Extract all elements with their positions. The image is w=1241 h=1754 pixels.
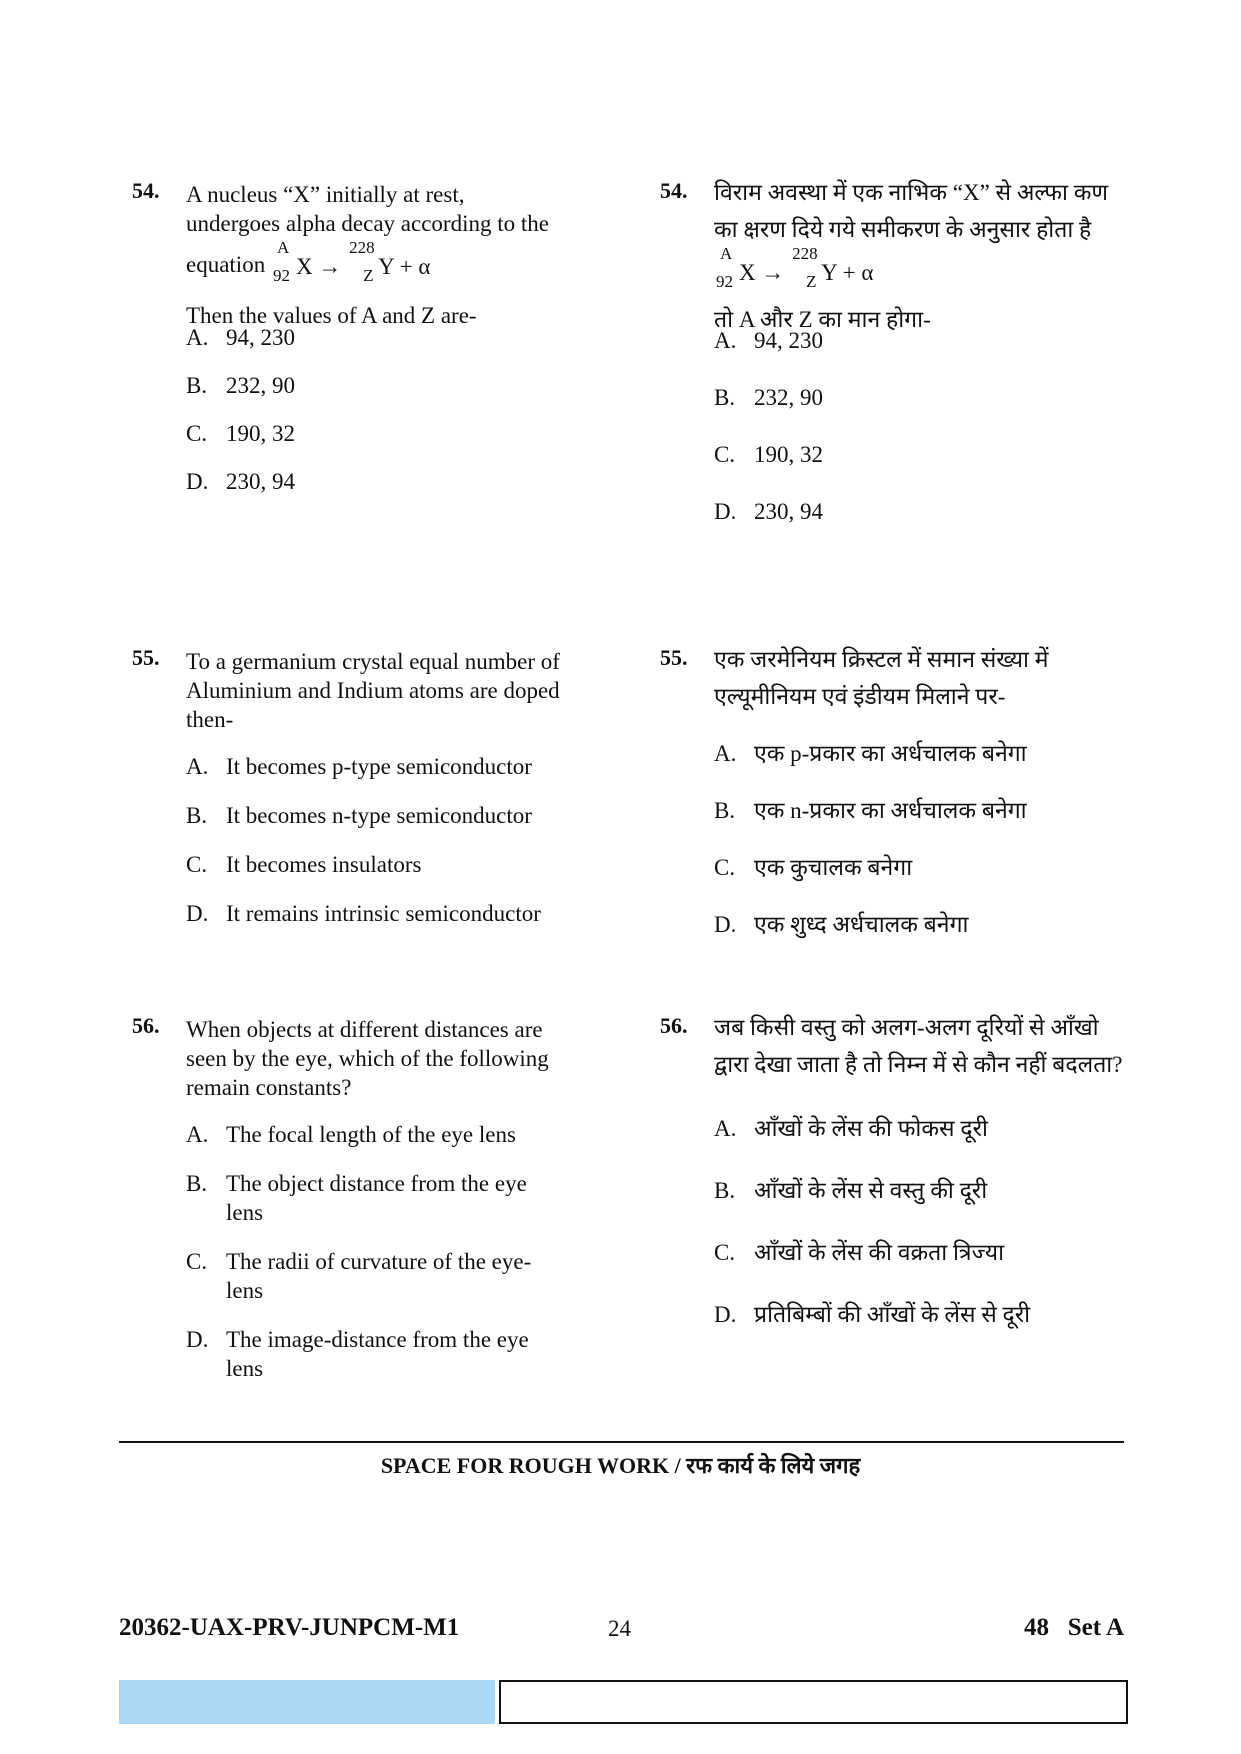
question-stem: seen by the eye, which of the following bbox=[186, 1046, 549, 1071]
question-number: 56. bbox=[660, 1013, 688, 1038]
option-d: D. It remains intrinsic semiconductor bbox=[186, 901, 541, 926]
page-number: 24 bbox=[608, 1616, 631, 1641]
option-c: C. It becomes insulators bbox=[186, 852, 422, 877]
option-d: D. The image-distance from the eye lens bbox=[186, 1327, 529, 1381]
rough-work-heading: SPACE FOR ROUGH WORK / रफ कार्य के लिये जगह bbox=[380, 1453, 861, 1478]
footer-color-bar bbox=[119, 1680, 495, 1724]
equation-tail: + α bbox=[842, 260, 874, 286]
question-number: 54. bbox=[660, 178, 688, 203]
arrow: → bbox=[318, 254, 342, 280]
question-stem: then- bbox=[186, 707, 234, 732]
option-a: A. एक p-प्रकार का अर्धचालक बनेगा bbox=[714, 741, 1027, 766]
option-a: A. It becomes p-type semiconductor bbox=[186, 754, 532, 779]
arrow: → bbox=[761, 260, 785, 286]
question-stem: द्वारा देखा जाता है तो निम्न में से कौन नहीं बदलता? bbox=[714, 1052, 1123, 1077]
question-number: 56. bbox=[132, 1013, 160, 1038]
atomic-number-x: 92 bbox=[272, 266, 290, 286]
option-b: B. एक n-प्रकार का अर्धचालक बनेगा bbox=[714, 798, 1027, 823]
option-b: B. The object distance from the eye lens bbox=[186, 1171, 527, 1225]
decay-equation bbox=[271, 238, 431, 286]
atomic-number-y: Z bbox=[806, 272, 817, 292]
mass-number-x: A bbox=[720, 244, 733, 264]
question-number: 55. bbox=[132, 645, 160, 670]
symbol-x: X bbox=[739, 260, 756, 286]
question-stem: To a germanium crystal equal number of bbox=[186, 649, 560, 674]
equation-word: equation bbox=[186, 252, 266, 277]
mass-number-y: 228 bbox=[349, 238, 375, 258]
option-d: D. 230, 94 bbox=[714, 499, 823, 524]
question-stem: When objects at different distances are bbox=[186, 1017, 543, 1042]
option-b: B. आँखों के लेंस से वस्तु की दूरी bbox=[714, 1178, 988, 1203]
question-number: 54. bbox=[132, 178, 160, 203]
question-stem: का क्षरण दिये गये समीकरण के अनुसार होता है bbox=[714, 217, 1092, 242]
option-b: B. 232, 90 bbox=[186, 373, 295, 398]
symbol-y: Y bbox=[378, 254, 394, 280]
question-number: 55. bbox=[660, 645, 688, 670]
symbol-x: X bbox=[295, 254, 313, 280]
option-a: A. 94, 230 bbox=[186, 325, 295, 350]
option-c: C. आँखों के लेंस की वक्रता त्रिज्या bbox=[714, 1240, 1005, 1265]
paper-code: 20362-UAX-PRV-JUNPCM-M1 bbox=[119, 1614, 460, 1641]
atomic-number-x: 92 bbox=[716, 272, 733, 292]
question-stem: remain constants? bbox=[186, 1075, 352, 1100]
option-c: C. 190, 32 bbox=[186, 421, 295, 446]
symbol-y: Y bbox=[821, 260, 837, 286]
question-stem: Aluminium and Indium atoms are doped bbox=[186, 678, 560, 703]
question-stem: विराम अवस्था में एक नाभिक “X” से अल्फा कण bbox=[714, 180, 1109, 205]
option-a: A. 94, 230 bbox=[714, 328, 823, 353]
mass-number-x: A bbox=[276, 238, 290, 258]
option-d: D. 230, 94 bbox=[186, 469, 295, 494]
question-stem: undergoes alpha decay according to the bbox=[186, 211, 549, 236]
atomic-number-y: Z bbox=[363, 266, 374, 286]
option-d: D. प्रतिबिम्बों की आँखों के लेंस से दूरी bbox=[714, 1302, 1031, 1327]
decay-equation bbox=[714, 244, 874, 292]
option-b: B. 232, 90 bbox=[714, 385, 823, 410]
equation-tail: + α bbox=[399, 254, 431, 280]
question-stem: एल्यूमीनियम एवं इंडीयम मिलाने पर- bbox=[714, 684, 1006, 709]
option-d: D. एक शुध्द अर्धचालक बनेगा bbox=[714, 912, 969, 937]
rough-work-divider bbox=[119, 1441, 1124, 1443]
question-stem: जब किसी वस्तु को अलग-अलग दूरियों से आँखो bbox=[714, 1015, 1099, 1040]
question-stem: Then the values of A and Z are- bbox=[186, 303, 477, 329]
question-stem: A nucleus “X” initially at rest, bbox=[186, 182, 465, 207]
footer-box bbox=[499, 1680, 1128, 1724]
option-c: C. एक कुचालक बनेगा bbox=[714, 855, 913, 880]
mass-number-y: 228 bbox=[792, 244, 818, 264]
question-stem: तो A और Z का मान होगा- bbox=[714, 307, 931, 333]
option-b: B. It becomes n-type semiconductor bbox=[186, 803, 532, 828]
option-c: C. 190, 32 bbox=[714, 442, 823, 467]
option-a: A. The focal length of the eye lens bbox=[186, 1122, 516, 1147]
option-a: A. आँखों के लेंस की फोकस दूरी bbox=[714, 1116, 988, 1141]
set-label: 48 Set A bbox=[1024, 1614, 1124, 1641]
option-c: C. The radii of curvature of the eye- lens bbox=[186, 1249, 532, 1303]
question-stem: एक जरमेनियम क्रिस्टल में समान संख्या में bbox=[714, 647, 1049, 672]
